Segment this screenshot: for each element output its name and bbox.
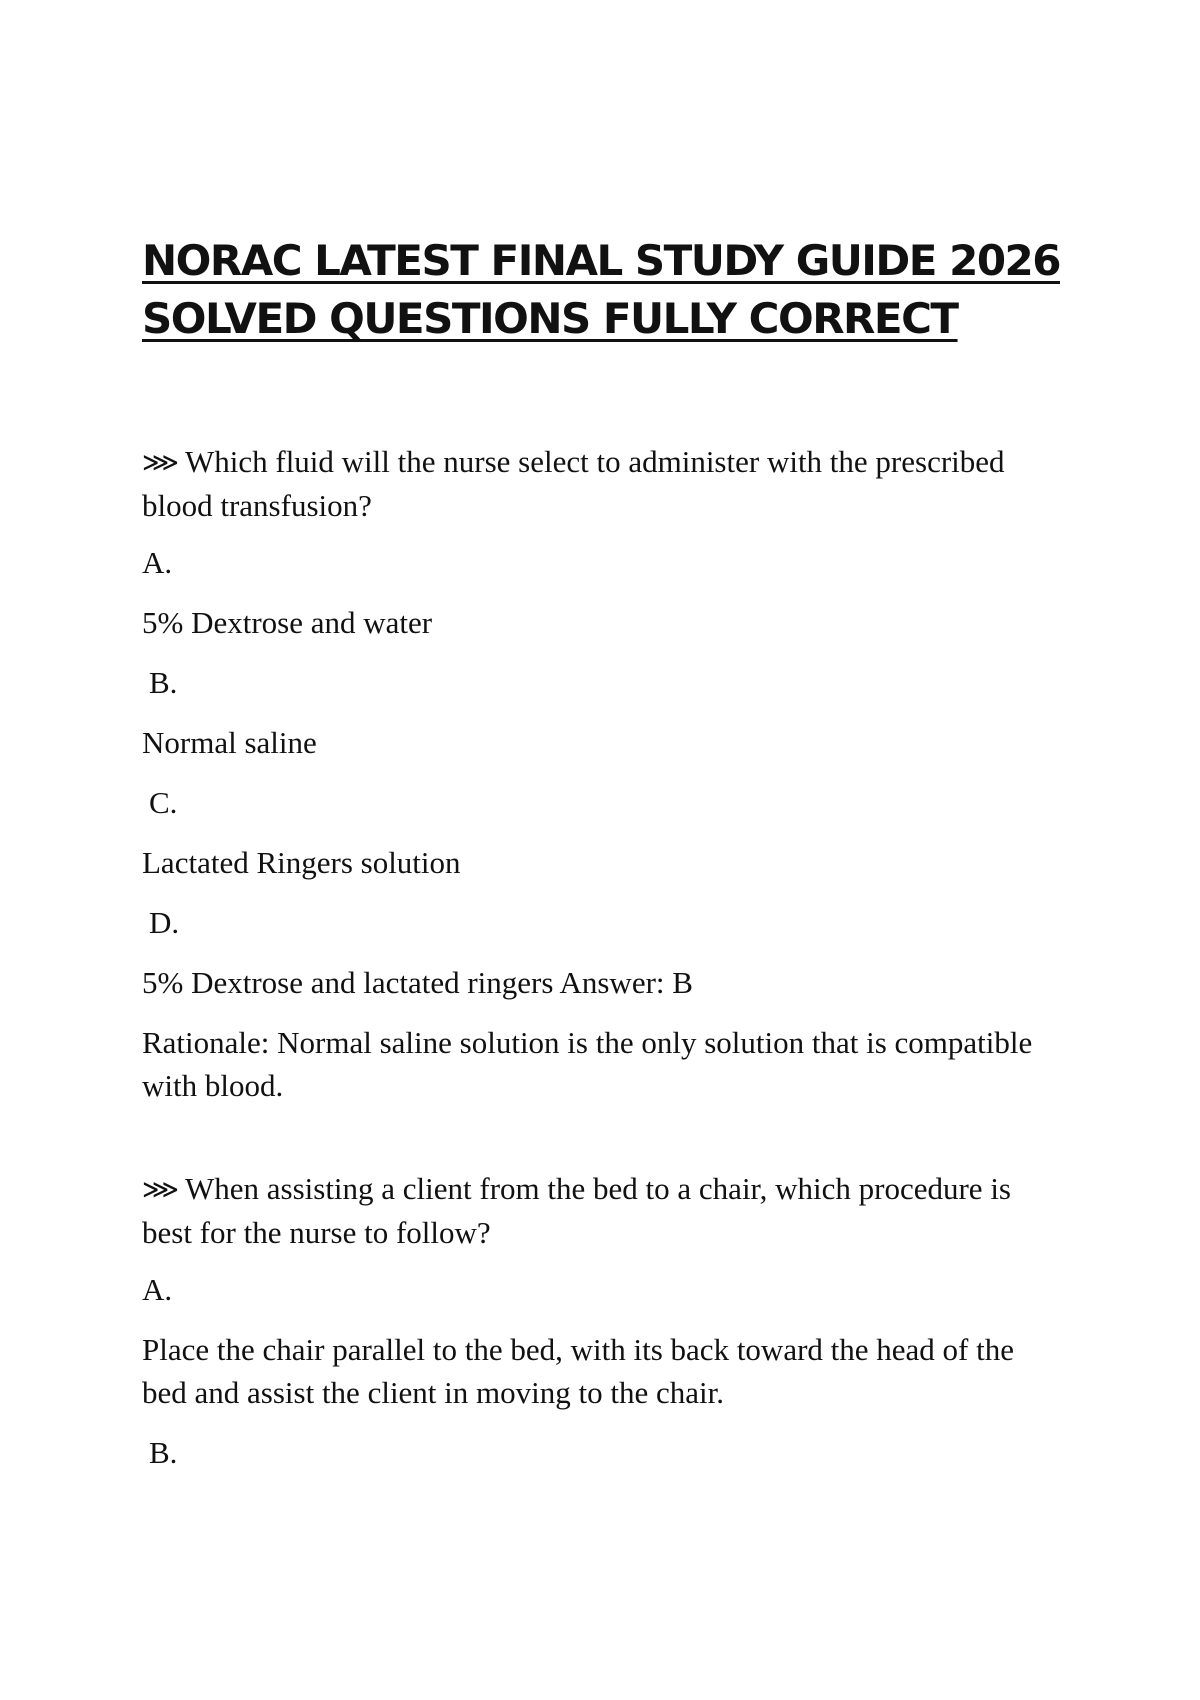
option-letter-a: A. bbox=[142, 1272, 173, 1307]
question-2-stem: When assisting a client from the bed to a chair, which procedure is best for the nurse to follow? bbox=[142, 1171, 1011, 1250]
option-letter-b: B. bbox=[149, 1435, 178, 1470]
option-text-a: 5% Dextrose and water bbox=[142, 605, 433, 640]
question-text bbox=[142, 1167, 1062, 1254]
option-text-b: Normal saline bbox=[142, 725, 317, 760]
title-line-1: NORAC LATEST FINAL STUDY GUIDE 2026 bbox=[142, 236, 1060, 285]
question-2 bbox=[142, 1167, 1062, 1474]
document-page bbox=[142, 232, 1062, 1491]
option-letter-a: A. bbox=[142, 545, 173, 580]
option-letter-c: C. bbox=[149, 785, 178, 820]
option-text-d: 5% Dextrose and lactated ringers Answer: B bbox=[142, 965, 693, 1000]
question-text bbox=[142, 440, 1062, 527]
document-title bbox=[142, 232, 1062, 348]
option-letter-d: D. bbox=[149, 905, 180, 940]
option-letter-b: B. bbox=[149, 665, 178, 700]
rationale: Rationale: Normal saline solution is the only solution that is compatible with blood. bbox=[142, 1025, 1033, 1103]
question-1-stem: Which fluid will the nurse select to administer with the prescribed blood transfusion? bbox=[142, 444, 1005, 523]
option-text-a: Place the chair parallel to the bed, with its back toward the head of the bed and assist the client in moving to the chair. bbox=[142, 1332, 1014, 1410]
title-line-2: SOLVED QUESTIONS FULLY CORRECT bbox=[142, 294, 958, 343]
arrow-bullet-icon: ⋙ bbox=[142, 448, 179, 477]
question-1 bbox=[142, 440, 1062, 1107]
arrow-bullet-icon: ⋙ bbox=[142, 1175, 179, 1204]
option-text-c: Lactated Ringers solution bbox=[142, 845, 461, 880]
